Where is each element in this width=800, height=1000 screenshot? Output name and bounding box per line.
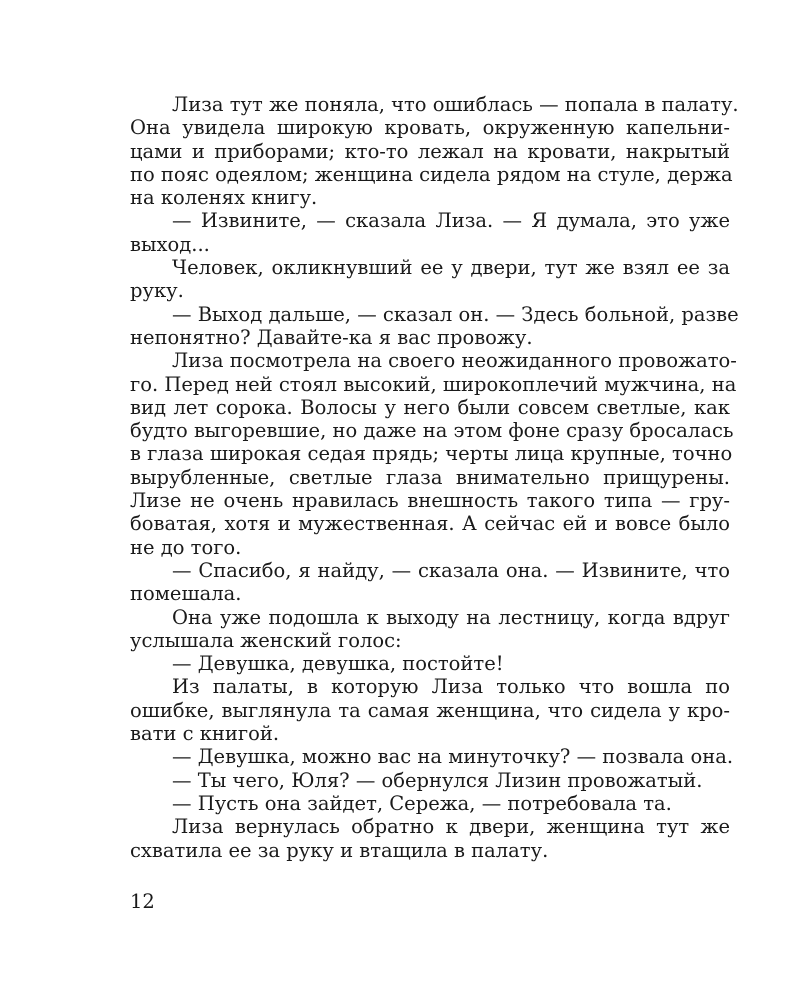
text-line: непонятно? Давайте-ка я вас провожу.	[130, 325, 533, 349]
text-line: ошибке, выглянула та самая женщина, что сидела у кро-	[130, 698, 730, 722]
text-line: Лизе не очень нравилась внешность такого типа — гру-	[130, 489, 730, 513]
text-line: — Спасибо, я найду, — сказала она. — Извините, что	[172, 558, 730, 582]
text-line: цами и приборами; кто-то лежал на кровати, накрытый	[130, 139, 730, 163]
text-line: вати с книгой.	[130, 722, 280, 746]
text-line: Лиза вернулась обратно к двери, женщина тут же	[172, 815, 730, 839]
text-line: — Девушка, можно вас на минуточку? — позвала она.	[172, 745, 734, 769]
text-line: Она увидела широкую кровать, окруженную капельни-	[130, 116, 730, 140]
text-line: вид лет сорока. Волосы у него были совсем светлые, как	[130, 395, 730, 419]
text-line: руку.	[130, 279, 184, 303]
text-line: Лиза тут же поняла, что ошиблась — попала в палату.	[172, 93, 739, 116]
text-line: — Выход дальше, — сказал он. — Здесь больной, разве	[172, 302, 739, 326]
text-line: — Ты чего, Юля? — обернулся Лизин провожатый.	[172, 768, 703, 792]
page-number: 12	[130, 890, 155, 913]
text-line: на коленях книгу.	[130, 186, 318, 210]
text-line: — Девушка, девушка, постойте!	[172, 652, 504, 676]
text-line: боватая, хотя и мужественная. А сейчас ей и вовсе было	[130, 512, 730, 536]
text-line: — Пусть она зайдет, Сережа, — потребовала та.	[172, 791, 672, 815]
text-line: Лиза посмотрела на своего неожиданного провожато-	[172, 349, 737, 373]
text-line: Из палаты, в которую Лиза только что вошла по	[172, 675, 730, 699]
book-page-text	[130, 93, 739, 862]
text-line: го. Перед ней стоял высокий, широкоплечий мужчина, на	[130, 372, 737, 396]
text-line: Человек, окликнувший ее у двери, тут же взял ее за	[172, 256, 730, 280]
text-line: помешала.	[130, 582, 242, 606]
text-line: — Извините, — сказала Лиза. — Я думала, это уже	[172, 209, 730, 233]
text-line: по пояс одеялом; женщина сидела рядом на стуле, держа	[130, 162, 733, 186]
text-line: Она уже подошла к выходу на лестницу, когда вдруг	[172, 605, 730, 629]
text-line: услышала женский голос:	[130, 628, 402, 652]
text-line: вырубленные, светлые глаза внимательно прищурены.	[130, 465, 730, 489]
text-line: схватила ее за руку и втащила в палату.	[130, 838, 549, 862]
text-line: будто выгоревшие, но даже на этом фоне сразу бросалась	[130, 419, 734, 443]
text-line: в глаза широкая седая прядь; черты лица крупные, точно	[130, 442, 733, 466]
text-line: не до того.	[130, 535, 242, 559]
text-line: выход...	[130, 232, 210, 256]
